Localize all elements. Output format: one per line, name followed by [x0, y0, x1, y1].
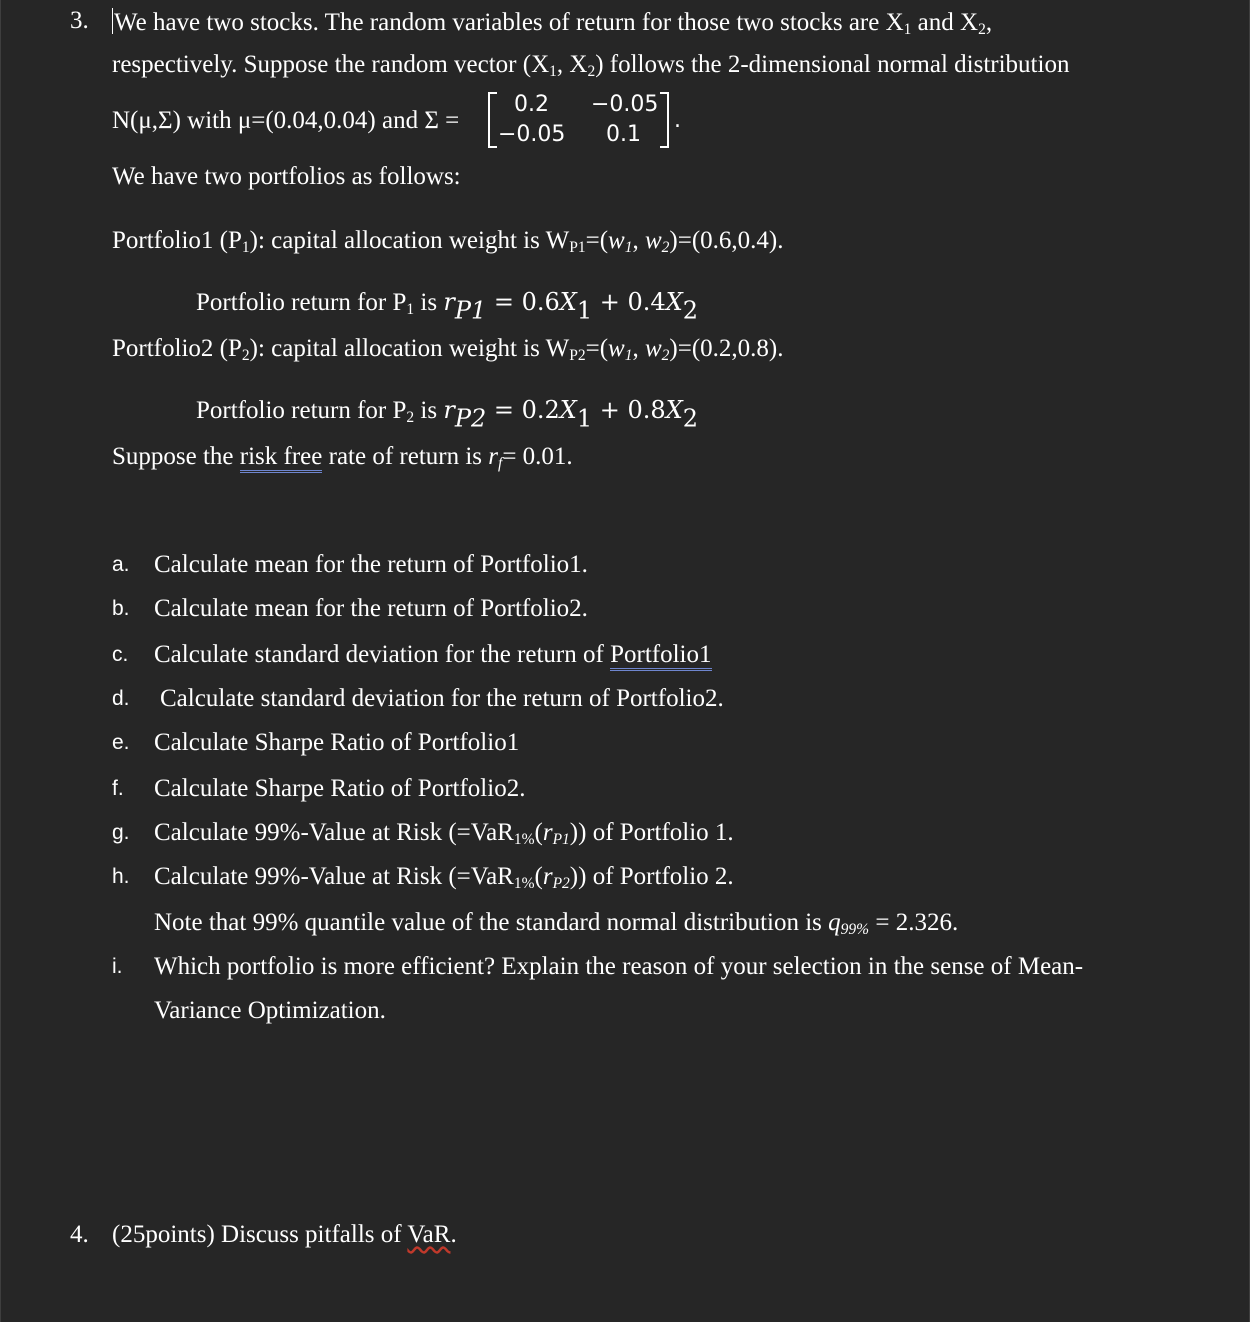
- question-i-label: i.: [112, 955, 123, 978]
- var-spellcheck-word[interactable]: VaR: [407, 1221, 451, 1248]
- portfolio2-return: Portfolio return for $P_2$ is rP2 = 0.2X1 + 0.8X2: [196, 396, 699, 433]
- portfolio2-weights: Portfolio2 $(P_2)$: capital allocation weight is $W_{P2}=(w_1$, $w_2)=(0.2,0.8)$.: [112, 335, 784, 364]
- risk-free-link[interactable]: risk free: [240, 443, 323, 473]
- question-f-label: f.: [112, 777, 124, 800]
- question-d-label: d.: [112, 687, 130, 710]
- risk-free-rate: Suppose the risk free rate of return is $r_f= 0.01$.: [112, 443, 573, 472]
- matrix-left-bracket: [488, 92, 497, 148]
- q3-intro-line1: We have two stocks. The random variables of return for those two stocks are $X_1$ and $X_2$,: [114, 9, 993, 38]
- question-e-label: e.: [112, 731, 130, 754]
- question-d-text: Calculate standard deviation for the return of Portfolio2.: [160, 685, 724, 712]
- q3-number: 3.: [70, 7, 89, 34]
- question-c-text: Calculate standard deviation for the return of Portfolio1: [154, 642, 712, 667]
- portfolio1-return: Portfolio return for $P_1$ is rP1 = 0.6X1 + 0.4X2: [196, 288, 699, 325]
- covariance-matrix: [484, 90, 684, 150]
- matrix-a11: 0.2: [514, 92, 549, 117]
- question-f-text: Calculate Sharpe Ratio of Portfolio2.: [154, 775, 526, 802]
- portfolio1-weights: Portfolio1 $(P_1)$: capital allocation weight is $W_{P1}=(w_1$, $w_2)=(0.6,0.4)$.: [112, 227, 784, 256]
- portfolio1-link[interactable]: Portfolio1: [610, 641, 711, 671]
- left-frame-line: [0, 0, 1, 1322]
- q4-number: 4.: [70, 1221, 89, 1248]
- q4-text: (25points) Discuss pitfalls of VaR.: [112, 1221, 457, 1248]
- matrix-a21: −0.05: [498, 122, 566, 147]
- matrix-period: .: [674, 108, 681, 133]
- question-i-text: Which portfolio is more efficient? Explain the reason of your selection in the sense of Mean-: [154, 953, 1084, 980]
- question-i-text-line2: Variance Optimization.: [154, 997, 386, 1024]
- question-b-label: b.: [112, 597, 130, 620]
- question-a-label: a.: [112, 553, 130, 576]
- text-cursor: [112, 8, 113, 34]
- matrix-a12: −0.05: [591, 92, 659, 117]
- matrix-right-bracket: [660, 92, 669, 148]
- question-h-text: Calculate 99%-Value at Risk $(=VaR_{1\%}(r_{P2}))$ of Portfolio 2.: [154, 863, 734, 892]
- question-a-text: Calculate mean for the return of Portfolio1.: [154, 551, 588, 578]
- portfolios-intro: We have two portfolios as follows:: [112, 163, 461, 190]
- matrix-a22: 0.1: [606, 122, 641, 147]
- question-g-text: Calculate 99%-Value at Risk $(=VaR_{1\%}(r_{P1}))$ of Portfolio 1.: [154, 819, 734, 848]
- q3-distribution-line: N(μ,Σ) with μ=(0.04,0.04) and Σ =: [112, 107, 460, 134]
- quantile-note: Note that 99% quantile value of the standard normal distribution is $q_{99\%} = 2.326$.: [154, 909, 959, 938]
- question-c-label: c.: [112, 643, 129, 666]
- question-g-label: g.: [112, 821, 130, 844]
- question-e-text: Calculate Sharpe Ratio of Portfolio1: [154, 729, 520, 756]
- q3-intro-line2: respectively. Suppose the random vector ($X_1$, $X_2$) follows the 2-dimensional normal distribution: [112, 51, 1070, 80]
- question-b-text: Calculate mean for the return of Portfolio2.: [154, 595, 588, 622]
- question-h-label: h.: [112, 865, 130, 888]
